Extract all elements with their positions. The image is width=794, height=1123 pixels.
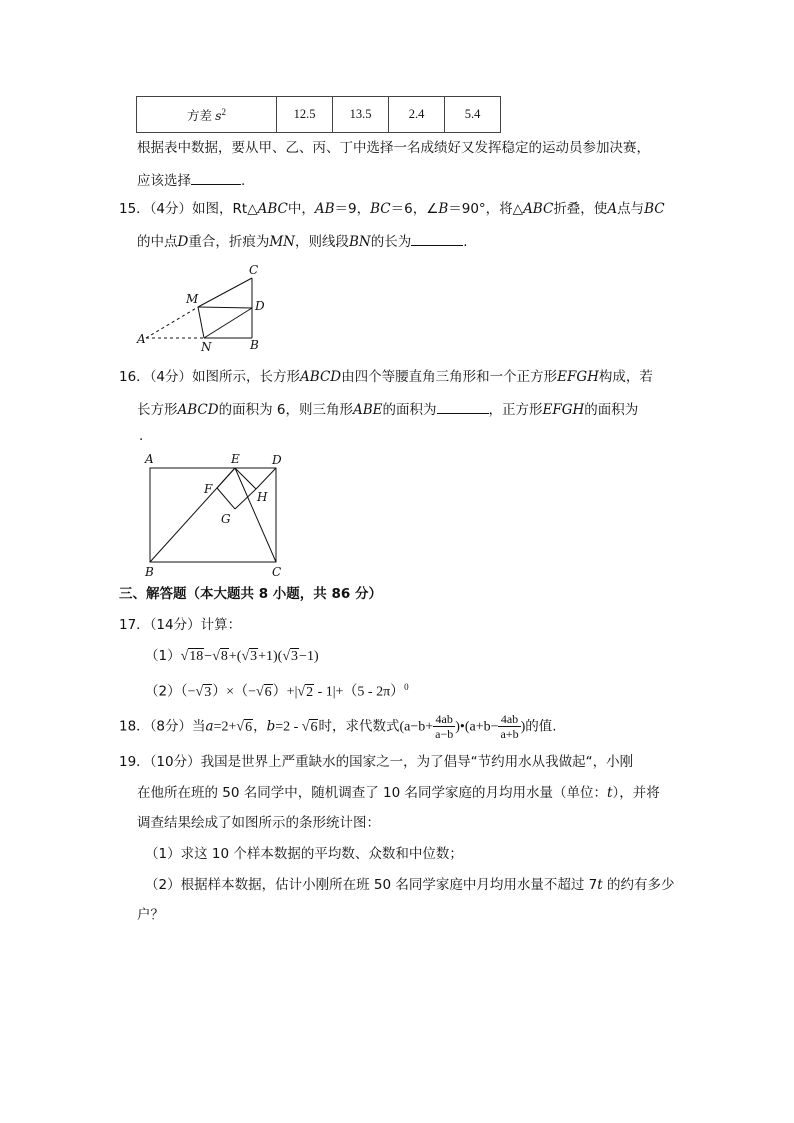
radicand: 18: [189, 649, 204, 664]
label-h: H: [257, 490, 268, 504]
variance-label: 方差: [186, 107, 212, 123]
fraction: [498, 712, 520, 741]
q17-score: （14分）: [149, 617, 201, 633]
q18-num: 18．: [119, 718, 150, 735]
operator: ）×（−: [212, 684, 256, 700]
q15-text: ＝9，: [334, 201, 371, 217]
label-g: G: [221, 512, 231, 526]
q18-expr: (a−b+: [399, 719, 434, 735]
q19-line3: 调查结果绘成了如图所示的条形统计图：: [137, 815, 380, 831]
q15-var: AB: [314, 201, 335, 217]
q19-part1: （1）求这 10 个样本数据的平均数、众数和中位数；: [145, 846, 463, 862]
segment-md: [198, 307, 252, 308]
sqrt: √6: [236, 719, 253, 735]
q16-line3: .: [139, 428, 144, 444]
table-row: [137, 97, 501, 133]
q15-var: MN: [269, 234, 295, 250]
q16-text: 的面积为: [382, 402, 437, 418]
radicand: 6: [245, 719, 253, 735]
section-title: 三、解答题（本大题共 8 小题，共 86 分）: [119, 586, 382, 602]
operator: +1)(: [258, 649, 283, 664]
q15-text: .: [463, 234, 468, 250]
segment-cm: [198, 278, 252, 307]
q17-part2: [145, 677, 409, 703]
segment-nd: [204, 308, 252, 338]
variance-value-3: 2.4: [389, 97, 445, 133]
q19-line-end: 户？: [137, 907, 164, 923]
q15-text: ＝90°，将△: [448, 201, 524, 217]
q16-text: 的面积为 6，则三角形: [218, 402, 353, 418]
q19-var: t: [607, 785, 613, 801]
label-b: B: [250, 338, 259, 352]
q18-text: 时，求代数式: [318, 718, 400, 735]
q15-var: BC: [644, 201, 665, 217]
q15-line2: [137, 231, 468, 252]
q19-text: 在他所在班的 50 名同学中，随机调查了 10 名同学家庭的月均用水量（单位：: [137, 785, 608, 801]
q15-text: 的长为: [370, 234, 412, 250]
q18-text: 当: [192, 718, 206, 735]
radicand: 8: [220, 649, 228, 664]
denominator: a−b: [435, 727, 454, 741]
q15-var: ABC: [523, 201, 554, 217]
label-m: M: [186, 292, 199, 306]
q16-text: ，正方形: [488, 402, 543, 418]
q18-expr: ): [520, 719, 526, 735]
q15-text: 点与: [617, 201, 645, 217]
q19-score: （10分）: [149, 754, 201, 770]
q16-line2: [137, 399, 638, 420]
q16-text: 的面积为: [584, 402, 639, 418]
q16-text: 长方形: [137, 402, 178, 418]
variance-value-4: 5.4: [445, 97, 501, 133]
q19-text: （2）根据样本数据，估计小刚所在班 50 名同学家庭中月均用水量不超过 7: [145, 877, 598, 893]
q15-var: A: [607, 201, 618, 217]
radicand: 6: [264, 684, 272, 700]
q18-line: [119, 712, 557, 741]
q17-text: 计算：: [200, 617, 242, 633]
denominator: a+b: [500, 727, 519, 741]
q18-text: =2+: [213, 719, 237, 735]
label-e: E: [231, 452, 240, 466]
numerator: 4ab: [498, 712, 520, 727]
q15-text: 中，: [287, 201, 315, 217]
q14-line2-post: .: [241, 173, 246, 189]
q17-part-label: （2）: [145, 683, 181, 700]
q16-var: ABE: [352, 402, 383, 418]
q16-line1: [119, 367, 653, 387]
q15-line1: [119, 199, 665, 219]
q19-num: 19．: [119, 754, 150, 770]
q15-answer-blank: [411, 231, 463, 246]
q16-text: 构成，若: [598, 369, 653, 385]
segment-fg: [217, 488, 235, 509]
q19-text: ），并将: [612, 785, 660, 801]
q18-text: ，: [253, 718, 267, 735]
q16-var: ABCD: [177, 402, 219, 418]
variance-label-cell: [137, 97, 277, 133]
label-a: A: [137, 332, 146, 346]
label-c: C: [272, 565, 282, 579]
operator: +(: [228, 649, 242, 664]
q16-answer-blank-1: [437, 399, 489, 414]
q19-text: 我国是世界上严重缺水的国家之一，为了倡导“节约用水从我做起“，小刚: [200, 754, 634, 770]
sqrt: √6: [255, 684, 272, 700]
q15-score: （4分）: [149, 201, 193, 217]
operator: −: [204, 649, 213, 664]
sqrt: √3: [195, 684, 212, 700]
sqrt: √3: [282, 649, 299, 664]
q15-text: 折叠，使: [553, 201, 608, 217]
q15-text: 重合，折痕为: [188, 234, 270, 250]
q15-triangle-figure: [132, 262, 272, 354]
sqrt: √8: [212, 649, 228, 664]
dashed-segment-am: [146, 307, 198, 338]
label-c: C: [249, 263, 259, 277]
numerator: 4ab: [433, 712, 455, 727]
q14-line1: 根据表中数据，要从甲、乙、丙、丁中选择一名成绩好又发挥稳定的运动员参加决赛，: [137, 140, 650, 156]
q17-line1: [119, 615, 241, 635]
q14-line2: [137, 170, 245, 191]
segment-eh: [235, 468, 256, 489]
variance-value-1: 12.5: [277, 97, 333, 133]
segment-ef: [217, 468, 235, 488]
q15-var: B: [438, 201, 449, 217]
q15-text: 的中点: [137, 234, 178, 250]
q18-text: 的值.: [525, 718, 557, 735]
label-f: F: [204, 482, 213, 496]
q17-part-label: （1）: [145, 648, 181, 664]
segment-ec: [235, 468, 276, 562]
q17-part1: [145, 646, 319, 667]
operator: - 1|+（5 - 2π）: [314, 684, 405, 700]
q16-score: （4分）: [149, 369, 193, 385]
variance-table: [136, 96, 501, 133]
variance-symbol: s: [215, 107, 222, 123]
q16-num: 16．: [119, 369, 150, 385]
rectangle-abcd: [150, 468, 276, 562]
sqrt: √6: [301, 719, 318, 735]
sqrt: √2: [297, 684, 314, 700]
sqrt: √18: [180, 649, 204, 664]
q16-text: 由四个等腰直角三角形和一个正方形: [341, 369, 558, 385]
q19-text: 的约有多少: [602, 877, 675, 893]
exponent: 0: [404, 682, 409, 692]
radicand: 6: [310, 719, 318, 735]
q19-part2: [145, 875, 674, 895]
label-d: D: [272, 453, 282, 467]
q16-rectangle-figure: [136, 448, 296, 582]
q17-num: 17．: [119, 617, 150, 633]
variance-value-2: 13.5: [333, 97, 389, 133]
q15-var: ABC: [257, 201, 288, 217]
q16-text: 如图所示，长方形: [192, 369, 301, 385]
q14-answer-blank: [191, 170, 241, 185]
operator: −1): [299, 649, 319, 664]
radicand: 3: [250, 649, 258, 664]
q18-score: （8分）: [149, 718, 193, 735]
q15-num: 15．: [119, 201, 150, 217]
q15-text: 如图，Rt△: [192, 201, 258, 217]
q19-line1: [119, 752, 633, 772]
q19-var: t: [597, 877, 603, 893]
q18-text: =2 -: [275, 719, 302, 735]
q15-text: ＝6，∠: [390, 201, 439, 217]
q15-var: BC: [370, 201, 391, 217]
q19-line2: [137, 783, 660, 803]
q15-var: BN: [348, 234, 371, 250]
radicand: 3: [204, 684, 212, 700]
fraction: [433, 712, 455, 741]
q18-var: a: [205, 718, 214, 735]
label-d: D: [255, 299, 265, 313]
q16-var: ABCD: [300, 369, 342, 385]
q15-var: D: [177, 234, 189, 250]
radicand: 3: [291, 649, 299, 664]
variance-sup: 2: [221, 106, 227, 117]
q18-expr: )•(a+b−: [455, 719, 499, 735]
radicand: 2: [306, 684, 314, 700]
segment-hd: [256, 468, 276, 489]
operator: （−: [180, 684, 196, 700]
sqrt: √3: [241, 649, 258, 664]
label-a: A: [145, 452, 154, 466]
q16-var: EFGH: [557, 369, 599, 385]
q16-var: EFGH: [542, 402, 585, 418]
q18-var: b: [266, 718, 276, 735]
q14-line2-pre: 应该选择: [137, 173, 191, 189]
label-n: N: [201, 340, 212, 354]
q15-text: ，则线段: [294, 234, 349, 250]
label-b: B: [145, 565, 154, 579]
operator: ）+|: [272, 684, 298, 700]
segment-mn: [198, 307, 204, 338]
